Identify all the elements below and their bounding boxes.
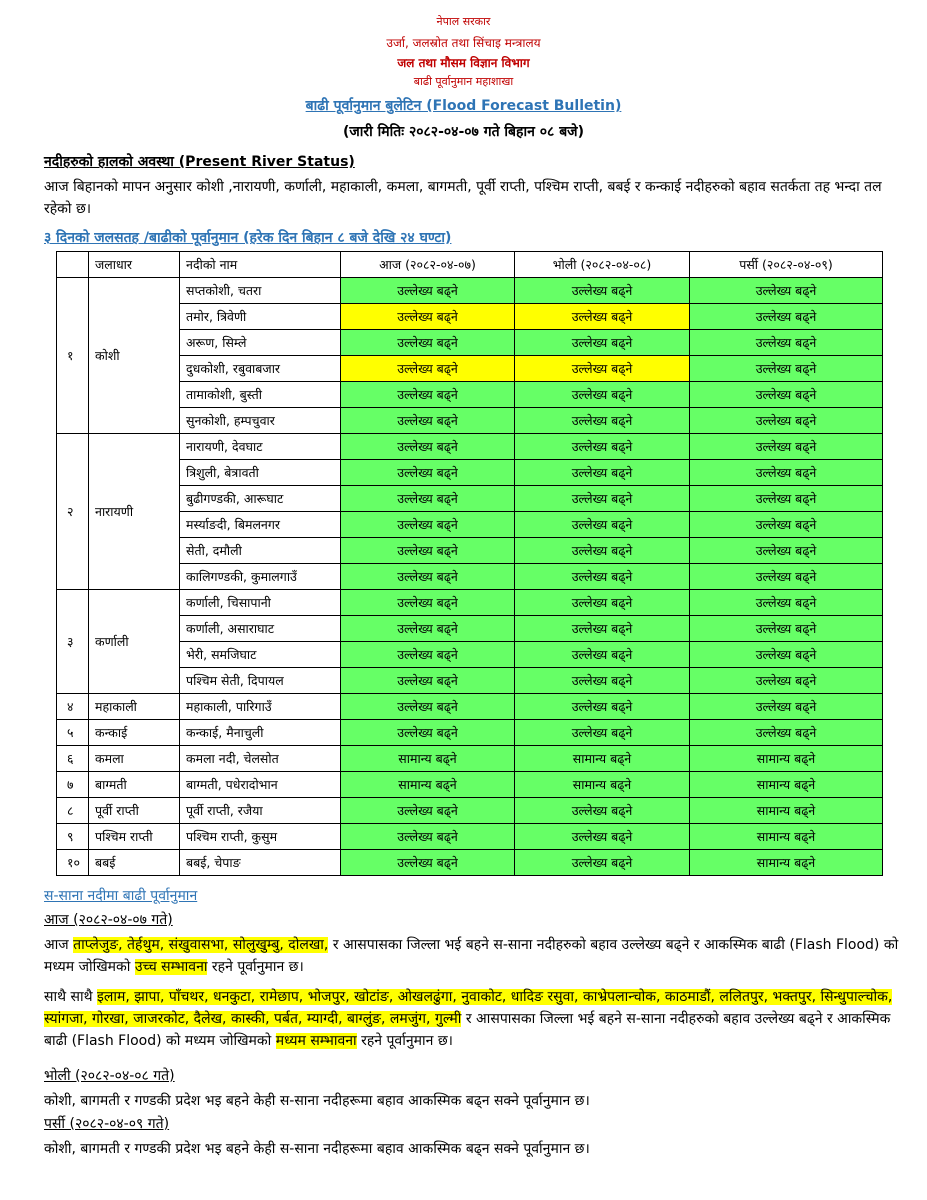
river-station: नारायणी, देवघाट [180,434,341,460]
division-label: बाढी पूर्वानुमान महाशाखा [413,75,514,88]
basin-number: ५ [57,720,89,746]
forecast-today: उल्लेख्य बढ्ने [341,304,515,330]
forecast-today: उल्लेख्य बढ्ने [341,798,515,824]
forecast-today: उल्लेख्य बढ्ने [341,512,515,538]
forecast-tomorrow: सामान्य बढ्ने [515,746,690,772]
p2-mid: र आसपासका जिल्ला भई बहने स-साना नदीहरुको बहाव उल्लेख्य बढ्ने र आकस्मिक बाढी (Flash Flood) को मध्यम जोखिमको [44,1011,891,1049]
forecast-tomorrow: उल्लेख्य बढ्ने [515,382,690,408]
forecast-day-after: उल्लेख्य बढ्ने [690,590,883,616]
forecast-today: उल्लेख्य बढ्ने [341,538,515,564]
col-header-day-after: पर्सी (२०८२-०४-०९) [690,252,883,278]
forecast-tomorrow: उल्लेख्य बढ्ने [515,538,690,564]
table-row [57,746,883,772]
present-status-heading: नदीहरुको हालको अवस्था (Present River Status) [44,154,355,170]
p2-districts-highlight: इलाम, झापा, पाँचथर, धनकुटा, रामेछाप, भोजपुर, खोटांङ, ओखलढुंगा, नुवाकोट, धादिङ रसुवा, काभ्रेपलान्चोक, काठमाडौं, ललितपुर, भक्तपुर, सिन्धुपाल्चोक, स्यांगजा, गोरखा, जाजरकोट, दैलेख, कास्की, पर्बत, म्याग्दी, बाग्लुंङ, लमजुंग, गुल्मी [44,989,893,1027]
basin-number: १० [57,850,89,876]
river-station: बबई, चेपाङ [180,850,341,876]
forecast-heading: ३ दिनको जलसतह /बाढीको पूर्वानुमान (हरेक दिन बिहान ८ बजे देखि २४ घण्टा) [44,230,452,246]
forecast-tomorrow: उल्लेख्य बढ्ने [515,356,690,382]
forecast-tomorrow: उल्लेख्य बढ्ने [515,798,690,824]
forecast-tomorrow: उल्लेख्य बढ्ने [515,824,690,850]
p1-districts-highlight: ताप्लेजुङ, तेर्हथुम, संखुवासभा, सोलुखुम्बु, दोलखा, [73,937,329,953]
forecast-tomorrow: सामान्य बढ्ने [515,772,690,798]
basin-number: ९ [57,824,89,850]
forecast-today: उल्लेख्य बढ्ने [341,460,515,486]
river-station: दुधकोशी, रबुवाबजार [180,356,341,382]
forecast-tomorrow: उल्लेख्य बढ्ने [515,460,690,486]
table-row [57,720,883,746]
forecast-today: उल्लेख्य बढ्ने [341,382,515,408]
forecast-tomorrow: उल्लेख्य बढ्ने [515,642,690,668]
basin-name: बबई [89,850,180,876]
today-paragraph-1 [44,934,906,978]
forecast-tomorrow: उल्लेख्य बढ्ने [515,486,690,512]
col-header-basin: जलाधार [89,252,180,278]
river-station: पूर्वी राप्ती, रजैया [180,798,341,824]
forecast-today: उल्लेख्य बढ्ने [341,564,515,590]
forecast-today: उल्लेख्य बढ्ने [341,668,515,694]
forecast-table-body [57,278,883,876]
department-label: जल तथा मौसम विज्ञान विभाग [397,56,530,70]
p2-pre: साथै साथै [44,989,97,1005]
table-row [57,694,883,720]
table-row [57,616,883,642]
tomorrow-label: भोली (२०८२-०४-०८ गते) [44,1068,175,1084]
p1-pre: आज [44,937,74,953]
basin-number: ६ [57,746,89,772]
forecast-tomorrow: उल्लेख्य बढ्ने [515,668,690,694]
forecast-day-after: उल्लेख्य बढ्ने [690,512,883,538]
forecast-today: उल्लेख्य बढ्ने [341,694,515,720]
table-row [57,382,883,408]
river-station: पश्चिम राप्ती, कुसुम [180,824,341,850]
forecast-tomorrow: उल्लेख्य बढ्ने [515,304,690,330]
day-after-text: कोशी, बागमती र गण्डकी प्रदेश भइ बहने केही स-साना नदीहरूमा बहाव आकस्मिक बढ्न सक्ने पूर्वानुमान छ। [44,1141,590,1157]
forecast-day-after: उल्लेख्य बढ्ने [690,356,883,382]
forecast-day-after: उल्लेख्य बढ्ने [690,538,883,564]
basin-name: कन्काई [89,720,180,746]
forecast-day-after: उल्लेख्य बढ्ने [690,564,883,590]
forecast-tomorrow: उल्लेख्य बढ्ने [515,434,690,460]
forecast-day-after: उल्लेख्य बढ्ने [690,642,883,668]
forecast-day-after: सामान्य बढ्ने [690,824,883,850]
basin-number: ४ [57,694,89,720]
river-station: महाकाली, पारिगाउँ [180,694,341,720]
basin-name: कमला [89,746,180,772]
p2-level-highlight: मध्यम सम्भावना [275,1033,357,1049]
forecast-tomorrow: उल्लेख्य बढ्ने [515,512,690,538]
basin-number: ८ [57,798,89,824]
bulletin-title: बाढी पूर्वानुमान बुलेटिन (Flood Forecast Bulletin) [305,98,622,114]
forecast-tomorrow: उल्लेख्य बढ्ने [515,616,690,642]
forecast-tomorrow: उल्लेख्य बढ्ने [515,564,690,590]
river-station: तामाकोशी, बुस्ती [180,382,341,408]
river-station: कमला नदी, चेलसोत [180,746,341,772]
river-station: मर्स्याङदी, बिमलनगर [180,512,341,538]
table-row [57,538,883,564]
basin-number: १ [57,278,89,434]
forecast-day-after: उल्लेख्य बढ्ने [690,668,883,694]
forecast-today: उल्लेख्य बढ्ने [341,850,515,876]
day-after-label: पर्सी (२०८२-०४-०९ गते) [44,1116,170,1132]
forecast-day-after: उल्लेख्य बढ्ने [690,486,883,512]
table-row [57,642,883,668]
tomorrow-text: कोशी, बागमती र गण्डकी प्रदेश भइ बहने केही स-साना नदीहरूमा बहाव आकस्मिक बढ्न सक्ने पूर्वानुमान छ। [44,1093,590,1109]
forecast-today: उल्लेख्य बढ्ने [341,330,515,356]
col-header-river: नदीको नाम [180,252,341,278]
river-station: अरूण, सिम्ले [180,330,341,356]
forecast-day-after: उल्लेख्य बढ्ने [690,278,883,304]
table-row [57,408,883,434]
table-row [57,460,883,486]
table-row [57,486,883,512]
p1-level-highlight: उच्च सम्भावना [134,959,208,975]
forecast-day-after: सामान्य बढ्ने [690,772,883,798]
river-station: बाग्मती, पधेरादोभान [180,772,341,798]
table-row [57,824,883,850]
forecast-tomorrow: उल्लेख्य बढ्ने [515,590,690,616]
basin-name: नारायणी [89,434,180,590]
table-row [57,564,883,590]
river-station: बुढीगण्डकी, आरूघाट [180,486,341,512]
river-station: पश्चिम सेती, दिपायल [180,668,341,694]
p2-post: रहने पूर्वानुमान छ। [356,1033,453,1049]
table-row [57,772,883,798]
table-row [57,590,883,616]
present-status-text: आज बिहानको मापन अनुसार कोशी ,नारायणी, कर्णाली, महाकाली, कमला, बागमती, पूर्वी राप्ती, पश्चिम राप्ती, बबई र कन्काई नदीहरुको बहाव सतर्कता तह भन्दा तल रहेको छ। [44,179,882,217]
table-row [57,356,883,382]
forecast-today: उल्लेख्य बढ्ने [341,824,515,850]
forecast-day-after: उल्लेख्य बढ्ने [690,720,883,746]
ministry-label: उर्जा, जलस्रोत तथा सिंचाइ मन्त्रालय [386,36,541,50]
col-header-today: आज (२०८२-०४-०७) [341,252,515,278]
table-row [57,512,883,538]
table-row [57,668,883,694]
table-row [57,798,883,824]
river-station: सेती, दमौली [180,538,341,564]
river-station: तमोर, त्रिवेणी [180,304,341,330]
p1-post: रहने पूर्वानुमान छ। [207,959,304,975]
forecast-day-after: सामान्य बढ्ने [690,746,883,772]
forecast-day-after: उल्लेख्य बढ्ने [690,382,883,408]
forecast-tomorrow: उल्लेख्य बढ्ने [515,330,690,356]
table-row [57,278,883,304]
forecast-today: उल्लेख्य बढ्ने [341,486,515,512]
river-station: सप्तकोशी, चतरा [180,278,341,304]
today-label: आज (२०८२-०४-०७ गते) [44,912,173,928]
forecast-tomorrow: उल्लेख्य बढ्ने [515,408,690,434]
p1-mid: र आसपासका जिल्ला भई बहने स-साना नदीहरुको बहाव उल्लेख्य बढ्ने र आकस्मिक बाढी (Flash Flood) को मध्यम जोखिमको [44,937,899,975]
basin-name: पूर्वी राप्ती [89,798,180,824]
basin-number: ७ [57,772,89,798]
forecast-today: उल्लेख्य बढ्ने [341,720,515,746]
table-row [57,304,883,330]
forecast-day-after: उल्लेख्य बढ्ने [690,434,883,460]
forecast-tomorrow: उल्लेख्य बढ्ने [515,278,690,304]
table-header-row [57,252,883,278]
basin-name: कोशी [89,278,180,434]
issue-date: (जारी मितिः २०८२-०४-०७ गते बिहान ०८ बजे) [343,124,584,140]
table-row [57,330,883,356]
river-station: कन्काई, मैनाचुली [180,720,341,746]
forecast-today: उल्लेख्य बढ्ने [341,434,515,460]
basin-number: ३ [57,590,89,694]
basin-name: पश्चिम राप्ती [89,824,180,850]
river-station: कर्णाली, चिसापानी [180,590,341,616]
forecast-day-after: सामान्य बढ्ने [690,798,883,824]
forecast-today: सामान्य बढ्ने [341,772,515,798]
small-rivers-heading: स-साना नदीमा बाढी पूर्वानुमान [44,888,198,904]
forecast-day-after: उल्लेख्य बढ्ने [690,616,883,642]
basin-number: २ [57,434,89,590]
river-station: त्रिशुली, बेत्रावती [180,460,341,486]
river-station: कालिगण्डकी, कुमालगाउँ [180,564,341,590]
forecast-today: उल्लेख्य बढ्ने [341,616,515,642]
forecast-day-after: उल्लेख्य बढ्ने [690,304,883,330]
forecast-tomorrow: उल्लेख्य बढ्ने [515,850,690,876]
today-paragraph-2 [44,986,906,1052]
forecast-today: सामान्य बढ्ने [341,746,515,772]
forecast-day-after: उल्लेख्य बढ्ने [690,330,883,356]
forecast-today: उल्लेख्य बढ्ने [341,642,515,668]
table-row [57,850,883,876]
river-station: भेरी, समजिघाट [180,642,341,668]
forecast-day-after: उल्लेख्य बढ्ने [690,694,883,720]
basin-name: महाकाली [89,694,180,720]
forecast-tomorrow: उल्लेख्य बढ्ने [515,694,690,720]
forecast-today: उल्लेख्य बढ्ने [341,278,515,304]
forecast-today: उल्लेख्य बढ्ने [341,590,515,616]
col-header-tomorrow: भोली (२०८२-०४-०८) [515,252,690,278]
govt-label: नेपाल सरकार [436,15,491,28]
river-station: सुनकोशी, हम्पचुवार [180,408,341,434]
forecast-today: उल्लेख्य बढ्ने [341,356,515,382]
basin-name: बाग्मती [89,772,180,798]
forecast-day-after: सामान्य बढ्ने [690,850,883,876]
col-header-num [57,252,89,278]
forecast-today: उल्लेख्य बढ्ने [341,408,515,434]
basin-name: कर्णाली [89,590,180,694]
river-station: कर्णाली, असाराघाट [180,616,341,642]
forecast-day-after: उल्लेख्य बढ्ने [690,408,883,434]
table-row [57,434,883,460]
forecast-table [56,251,883,876]
forecast-tomorrow: उल्लेख्य बढ्ने [515,720,690,746]
forecast-day-after: उल्लेख्य बढ्ने [690,460,883,486]
